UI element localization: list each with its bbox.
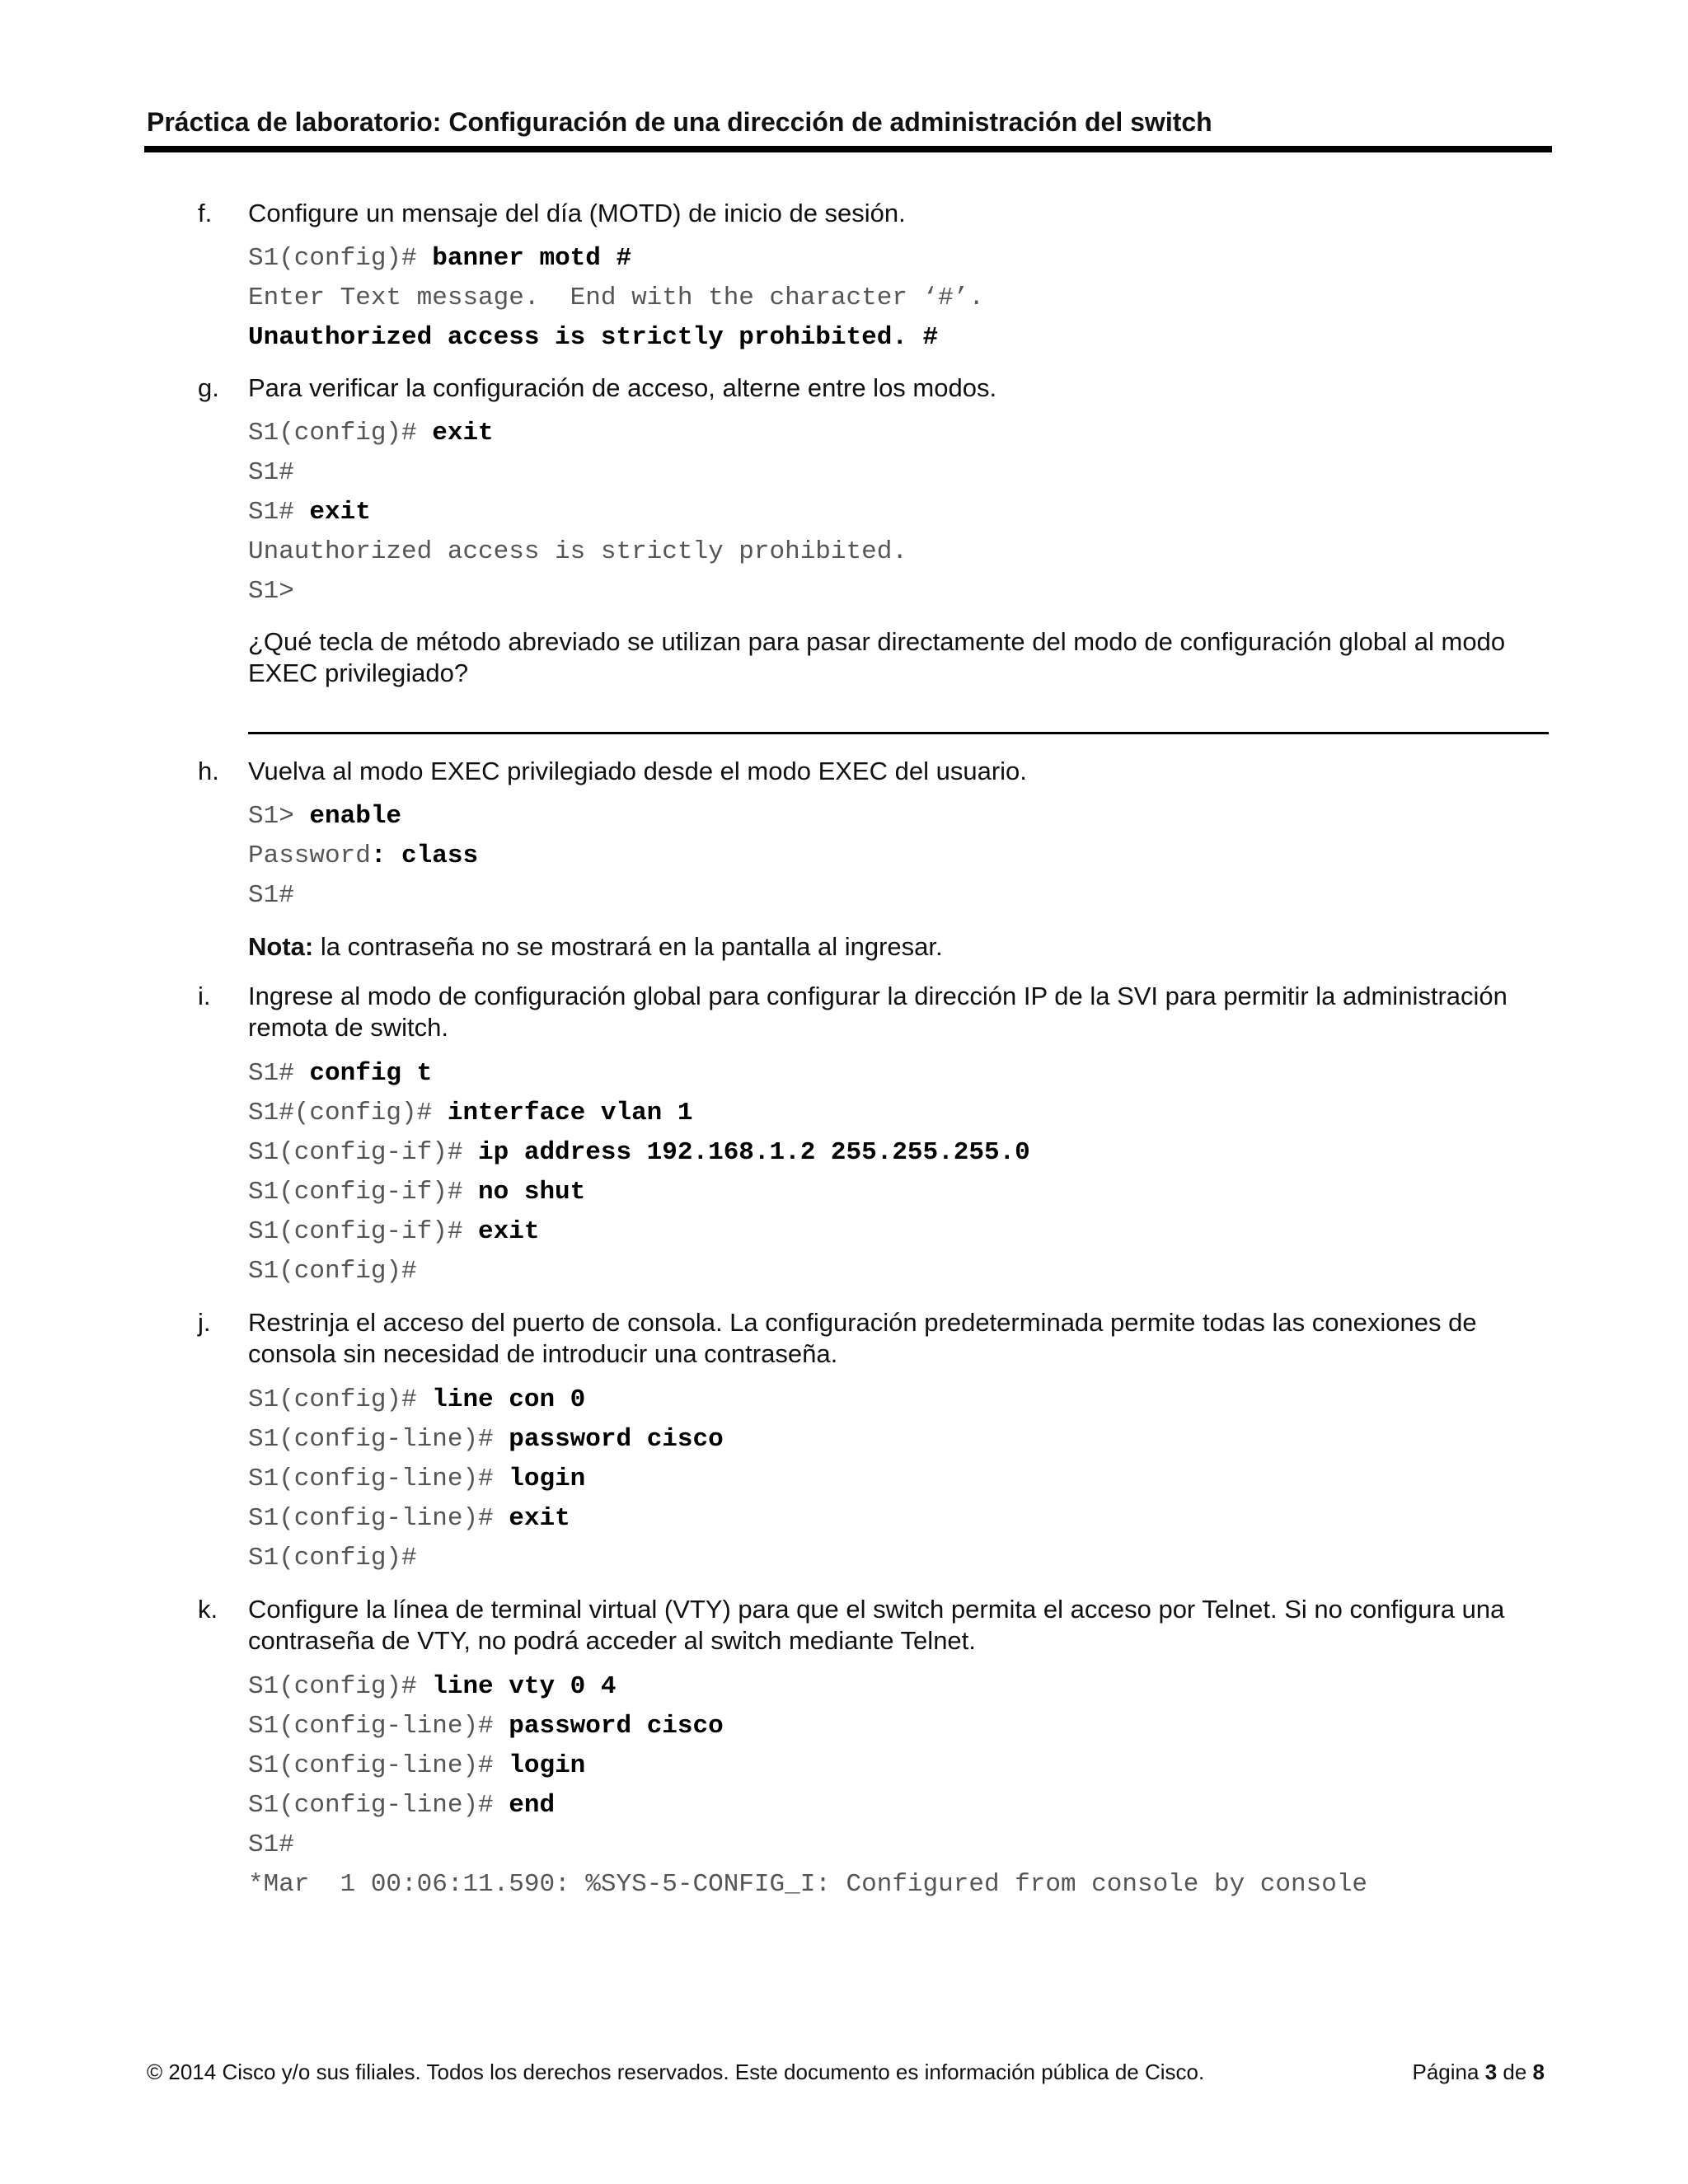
page-current: 3 [1484,2060,1498,2084]
step-letter: k. [198,1595,218,1624]
code-line [248,498,371,527]
step-text: Restrinja el acceso del puerto de consola. La configuración predeterminada permite todas las conexiones de consola sin necesidad de introducir una contraseña. [248,1308,1477,1368]
code-command: interface vlan 1 [447,1099,693,1127]
code-command: exit [478,1217,540,1246]
code-prompt: S1(config-line)# [248,1791,509,1820]
code-line [248,1712,724,1741]
code-prompt: S1(config-if)# [248,1138,479,1167]
code-command: line vty 0 4 [432,1672,617,1701]
step-text: Para verificar la configuración de acceso, alterne entre los modos. [248,373,997,402]
code-line: S1# [248,1830,294,1859]
note-text: la contraseña no se mostrará en la pantalla al ingresar. [313,932,943,961]
code-line: Unauthorized access is strictly prohibited. [248,537,907,566]
code-line [248,323,938,352]
note [248,931,1559,963]
code-line [248,802,401,831]
code-line [248,1504,570,1533]
code-command: enable [309,802,402,831]
page-total: 8 [1532,2060,1545,2084]
code-line: S1(config)# [248,1544,417,1572]
code-prompt: S1(config-line)# [248,1425,509,1454]
code-line [248,1791,555,1820]
step-text: Ingrese al modo de configuración global para configurar la dirección IP de la SVI para permitir la administración remota de switch. [248,982,1507,1042]
code-prompt: S1(config)# [248,244,433,273]
code-line: S1> [248,577,294,606]
code-line [248,1425,724,1454]
page-of: de [1497,2060,1533,2084]
step-text: Configure la línea de terminal virtual (VTY) para que el switch permita el acceso por Telnet. Si no configura una contraseña de VTY, no podrá acceder al switch mediante Telnet. [248,1595,1505,1655]
code-line: S1# [248,881,294,910]
step-letter: f. [198,199,213,227]
code-command: ip address 192.168.1.2 255.255.255.0 [478,1138,1030,1167]
page-label: Página [1412,2060,1485,2084]
code-prompt: S1> [248,802,310,831]
code-line: *Mar 1 00:06:11.590: %SYS-5-CONFIG_I: Configured from console by console [248,1870,1368,1899]
code-prompt: Password [248,841,371,870]
code-line [248,1465,585,1493]
step-letter: g. [198,373,219,402]
answer-line[interactable] [248,732,1549,734]
code-prompt: S1(config)# [248,1672,433,1701]
code-prompt: S1# [248,1059,310,1088]
code-prompt: S1# [248,498,310,527]
header-rule [144,146,1552,152]
step-letter: h. [198,757,219,785]
code-prompt: S1(config-line)# [248,1465,509,1493]
page-number [1413,2060,1545,2085]
code-command: config t [309,1059,433,1088]
code-line [248,1099,693,1127]
code-line [248,1672,617,1701]
code-prompt: S1(config-if)# [248,1217,479,1246]
code-line: S1# [248,458,294,487]
code-prompt: S1(config)# [248,1385,433,1414]
code-line [248,841,478,870]
code-command: no shut [478,1178,586,1207]
code-line [248,1138,1030,1167]
code-line [248,1751,585,1780]
code-line [248,1059,432,1088]
code-command: line con 0 [432,1385,586,1414]
code-line [248,1178,585,1207]
code-line: Enter Text message. End with the character ‘#’. [248,284,984,312]
step-letter: j. [198,1308,211,1337]
code-line [248,1385,585,1414]
code-prompt: S1(config-line)# [248,1751,509,1780]
code-command: exit [509,1504,570,1533]
code-line [248,419,494,448]
code-command: login [509,1751,586,1780]
code-command: : class [370,841,479,870]
code-line [248,244,631,273]
code-command: end [509,1791,556,1820]
code-line: S1(config)# [248,1257,417,1286]
step-text: Configure un mensaje del día (MOTD) de inicio de sesión. [248,199,906,227]
code-command: exit [309,498,371,527]
copyright-text: © 2014 Cisco y/o sus filiales. Todos los derechos reservados. Este documento es información pública de Cisco. [147,2060,1205,2084]
code-prompt: S1#(config)# [248,1099,448,1127]
code-prompt: S1(config)# [248,419,433,448]
code-command: login [509,1465,586,1493]
code-prompt: S1(config-line)# [248,1504,509,1533]
code-command: Unauthorized access is strictly prohibited. # [248,323,939,352]
step-text: Vuelva al modo EXEC privilegiado desde el modo EXEC del usuario. [248,757,1027,785]
code-command: exit [432,419,494,448]
question-text: ¿Qué tecla de método abreviado se utilizan para pasar directamente del modo de configuración global al modo EXEC privilegiado? [248,627,1506,687]
note-label: Nota: [248,932,314,961]
page-title: Práctica de laboratorio: Configuración de una dirección de administración del switch [147,107,1212,137]
code-line [248,1217,539,1246]
code-prompt: S1(config-if)# [248,1178,479,1207]
step-letter: i. [198,982,211,1010]
code-command: banner motd # [432,244,632,273]
code-command: password cisco [509,1712,724,1741]
code-command: password cisco [509,1425,724,1454]
code-prompt: S1(config-line)# [248,1712,509,1741]
